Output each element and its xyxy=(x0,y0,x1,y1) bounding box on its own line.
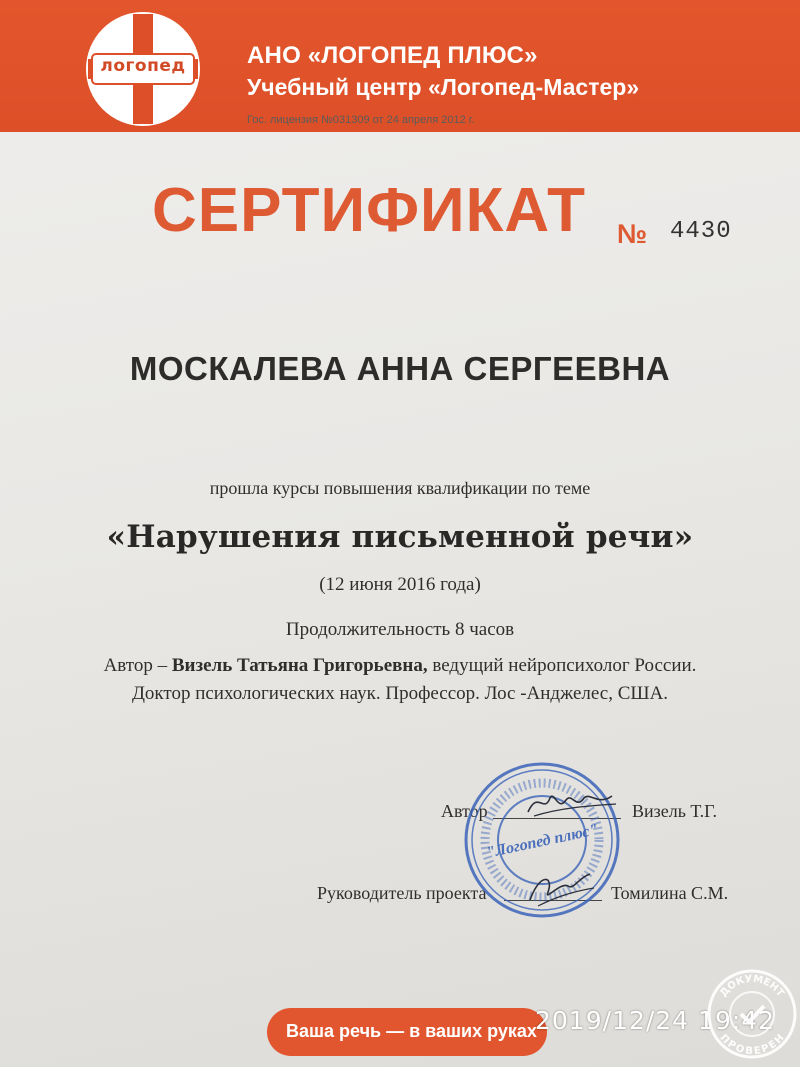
author-handwritten-signature xyxy=(520,784,620,824)
author-line xyxy=(0,655,800,677)
stamp-center-text: "Логопед плюс" xyxy=(484,821,600,862)
certificate-number: 4430 xyxy=(670,218,732,245)
recipient-name: МОСКАЛЕВА АННА СЕРГЕЕВНА xyxy=(129,350,671,387)
certificate-title: СЕРТИФИКАТ xyxy=(152,176,586,245)
watermark-top-text: ДОКУМЕНТ xyxy=(718,973,786,1000)
document-verified-watermark xyxy=(706,968,798,1060)
organization-name: АНО «ЛОГОПЕД ПЛЮС» xyxy=(247,42,538,69)
photo-timestamp: 2019/12/24 19:42 xyxy=(535,1006,776,1035)
signature-role-manager: Руководитель проекта xyxy=(317,883,487,903)
signature-role-author: Автор xyxy=(441,801,488,821)
watermark-bottom-text: ПРОВЕРЕН xyxy=(717,1032,787,1058)
motto-text: Ваша речь — в ваших руках xyxy=(286,1021,537,1041)
author-name: Визель Татьяна Григорьевна, xyxy=(171,655,428,676)
manager-handwritten-signature xyxy=(520,862,600,912)
signature-name-author: Визель Т.Г. xyxy=(632,801,717,821)
author-suffix: ведущий нейропсихолог России. xyxy=(427,655,697,676)
training-center-name: Учебный центр «Логопед-Мастер» xyxy=(247,74,640,100)
author-details: Доктор психологических наук. Профессор. Лос -Анджелес, США. xyxy=(131,683,669,704)
logo-text: логопед xyxy=(100,56,186,76)
author-prefix: Автор – xyxy=(103,655,172,676)
logopedia-logo xyxy=(84,10,202,128)
certificate-number-label: № xyxy=(617,219,648,249)
course-topic: «Нарушения письменной речи» xyxy=(106,519,694,555)
course-date: (12 июня 2016 года) xyxy=(319,574,481,595)
license-info: Гос. лицензия №031309 от 24 апреля 2012 г. xyxy=(247,114,475,126)
course-intro: прошла курсы повышения квалификации по теме xyxy=(209,478,591,498)
course-duration: Продолжительность 8 часов xyxy=(285,619,515,640)
signature-name-manager: Томилина С.М. xyxy=(611,883,729,903)
